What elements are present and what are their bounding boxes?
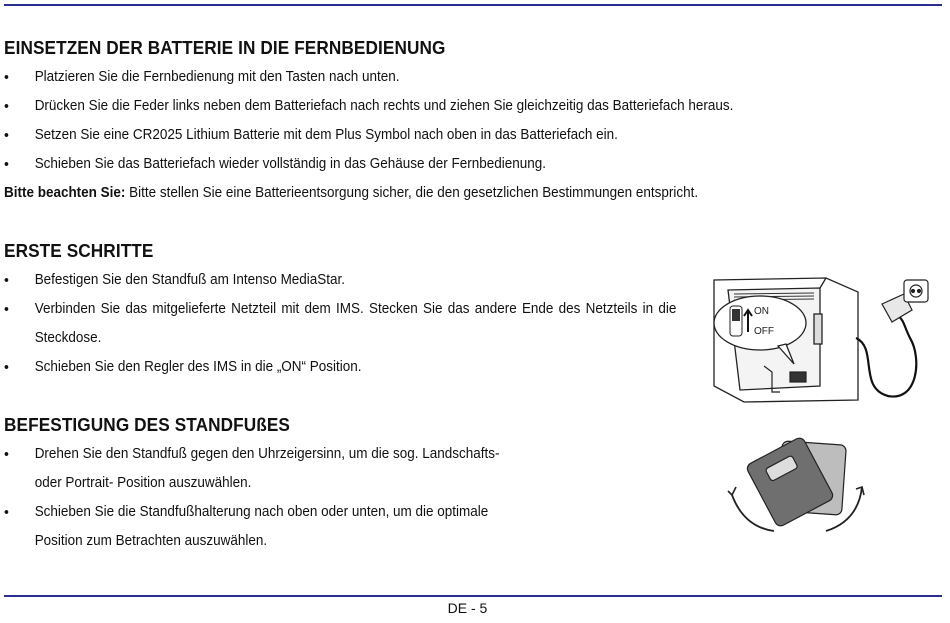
bullet-icon: • bbox=[4, 446, 9, 463]
bullet-icon: • bbox=[4, 504, 9, 521]
power-cable bbox=[856, 316, 916, 397]
start-steps-list bbox=[4, 266, 727, 382]
note-label: Bitte beachten Sie: bbox=[4, 185, 126, 201]
bottom-rule bbox=[4, 595, 942, 597]
list-item: • Schieben Sie die Standfußhalterung nach oben oder unten, um die optimale bbox=[4, 498, 499, 527]
list-item: • Setzen Sie eine CR2025 Lithium Batterie mit dem Plus Symbol nach oben in das Batteriefach ein. bbox=[4, 121, 733, 150]
stand-rotation-illustration bbox=[722, 437, 870, 537]
list-item: • Befestigen Sie den Standfuß am Intenso MediaStar. bbox=[4, 266, 676, 295]
section-battery bbox=[4, 37, 479, 59]
bullet-icon: • bbox=[4, 156, 9, 173]
bullet-icon: • bbox=[4, 301, 9, 318]
stand-steps-list bbox=[4, 440, 537, 556]
battery-note bbox=[4, 179, 698, 208]
bullet-icon: • bbox=[4, 272, 9, 289]
bullet-icon: • bbox=[4, 359, 9, 376]
section-stand bbox=[4, 414, 312, 436]
power-adapter-icon bbox=[882, 280, 928, 322]
section-title: EINSETZEN DER BATTERIE IN DIE FERNBEDIENUNG bbox=[4, 37, 446, 58]
list-item: • Schieben Sie den Regler des IMS in die „ON“ Position. bbox=[4, 353, 676, 382]
bullet-icon: • bbox=[4, 69, 9, 86]
page-number: DE - 5 bbox=[447, 600, 488, 616]
bullet-icon: • bbox=[4, 127, 9, 144]
list-item-continuation: oder Portrait- Position auszuwählen. bbox=[34, 475, 252, 491]
section-start bbox=[4, 240, 165, 262]
top-rule bbox=[4, 4, 942, 6]
on-label: ON bbox=[754, 306, 769, 317]
list-item: • Platzieren Sie die Fernbedienung mit den Tasten nach unten. bbox=[4, 63, 733, 92]
device-power-connection-illustration bbox=[708, 268, 940, 410]
section-title: ERSTE SCHRITTE bbox=[4, 240, 154, 261]
list-item: • Drehen Sie den Standfuß gegen den Uhrzeigersinn, um die sog. Landschafts- bbox=[4, 440, 499, 469]
section-title: BEFESTIGUNG DES STANDFUßES bbox=[4, 414, 291, 435]
bullet-icon: • bbox=[4, 98, 9, 115]
battery-steps-list bbox=[4, 63, 788, 179]
list-item: • Drücken Sie die Feder links neben dem Batteriefach nach rechts und ziehen Sie gleichzeitig das Batteriefach heraus. bbox=[4, 92, 733, 121]
off-label: OFF bbox=[754, 326, 774, 337]
list-item-continuation: Position zum Betrachten auszuwählen. bbox=[34, 533, 268, 549]
note-text: Bitte stellen Sie eine Batterieentsorgung sicher, die den gesetzlichen Bestimmungen entspricht. bbox=[125, 185, 699, 201]
list-item: • Schieben Sie das Batteriefach wieder vollständig in das Gehäuse der Fernbedienung. bbox=[4, 150, 733, 179]
list-item: • Verbinden Sie das mitgelieferte Netzteil mit dem IMS. Stecken Sie das andere Ende des Netzteils in die Steckdose. bbox=[4, 295, 676, 353]
